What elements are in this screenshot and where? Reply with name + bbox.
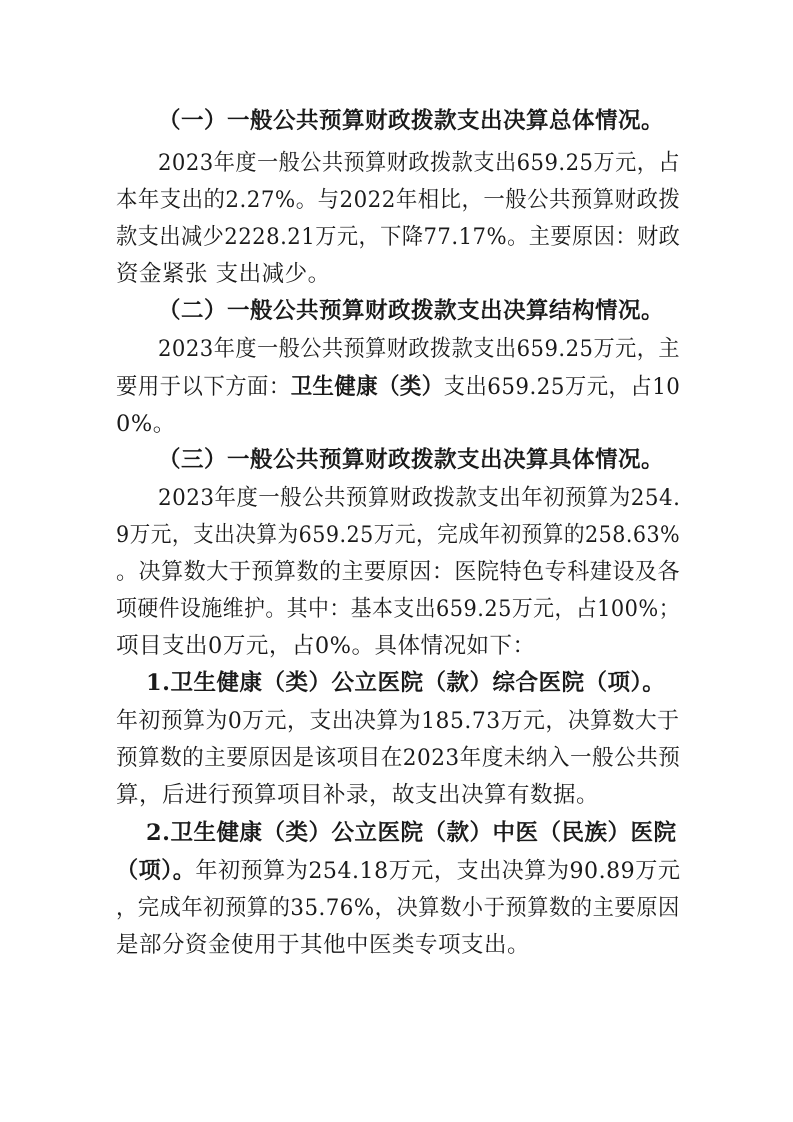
item2-line-3: 是部分资金使用于其他中医类专项支出。 <box>116 932 531 958</box>
section3-line-2: 9万元，支出决算为659.25万元，完成年初预算的258.63% <box>116 522 681 548</box>
section2-heading: （二）一般公共预算财政拨款支出决算结构情况。 <box>158 298 665 324</box>
item2-heading: 2.卫生健康（类）公立医院（款）中医（民族）医院 <box>146 820 677 846</box>
section1-line-4: 资金紧张 支出减少。 <box>116 261 331 287</box>
section2-category-label: 卫生健康（类） <box>290 374 444 400</box>
section1-line-2: 本年支出的2.27%。与2022年相比，一般公共预算财政拨 <box>116 187 681 213</box>
item1-line-3: 算，后进行预算项目补录，故支出决算有数据。 <box>116 782 600 808</box>
section2-line-2 <box>116 368 680 406</box>
section1-heading: （一）一般公共预算财政拨款支出决算总体情况。 <box>158 108 665 134</box>
section1-line-1: 2023年度一般公共预算财政拨款支出659.25万元，占 <box>158 150 680 176</box>
item2-line-1 <box>116 852 680 890</box>
section3-line-3: 。决算数大于预算数的主要原因：医院特色专科建设及各 <box>116 559 681 585</box>
item1-line-2: 预算数的主要原因是该项目在2023年度未纳入一般公共预 <box>116 745 681 771</box>
section1-line-3: 款支出减少2228.21万元，下降77.17%。主要原因：财政 <box>116 224 681 250</box>
section3-line-1: 2023年度一般公共预算财政拨款支出年初预算为254. <box>158 485 681 511</box>
section2-line-1: 2023年度一般公共预算财政拨款支出659.25万元，主 <box>158 336 680 362</box>
section2-line-3: 0%。 <box>116 411 176 437</box>
item2-line-1-rest: 年初预算为254.18万元，支出决算为90.89万元 <box>195 858 681 884</box>
item2-heading-end: （项）。 <box>116 858 196 884</box>
section2-line-2-prefix: 要用于以下方面： <box>116 374 291 400</box>
section3-line-5: 项目支出0万元，占0%。具体情况如下： <box>116 633 536 659</box>
item2-line-2: ，完成年初预算的35.76%，决算数小于预算数的主要原因 <box>116 895 680 921</box>
item1-line-1: 年初预算为0万元，支出决算为185.73万元，决算数大于 <box>116 708 680 734</box>
section2-line-2-suffix: 支出659.25万元，占10 <box>443 374 681 400</box>
item1-heading: 1.卫生健康（类）公立医院（款）综合医院（项）。 <box>146 670 666 696</box>
section3-line-4: 项硬件设施维护。其中：基本支出659.25万元，占100%； <box>116 596 681 622</box>
section3-heading: （三）一般公共预算财政拨款支出决算具体情况。 <box>158 447 665 473</box>
